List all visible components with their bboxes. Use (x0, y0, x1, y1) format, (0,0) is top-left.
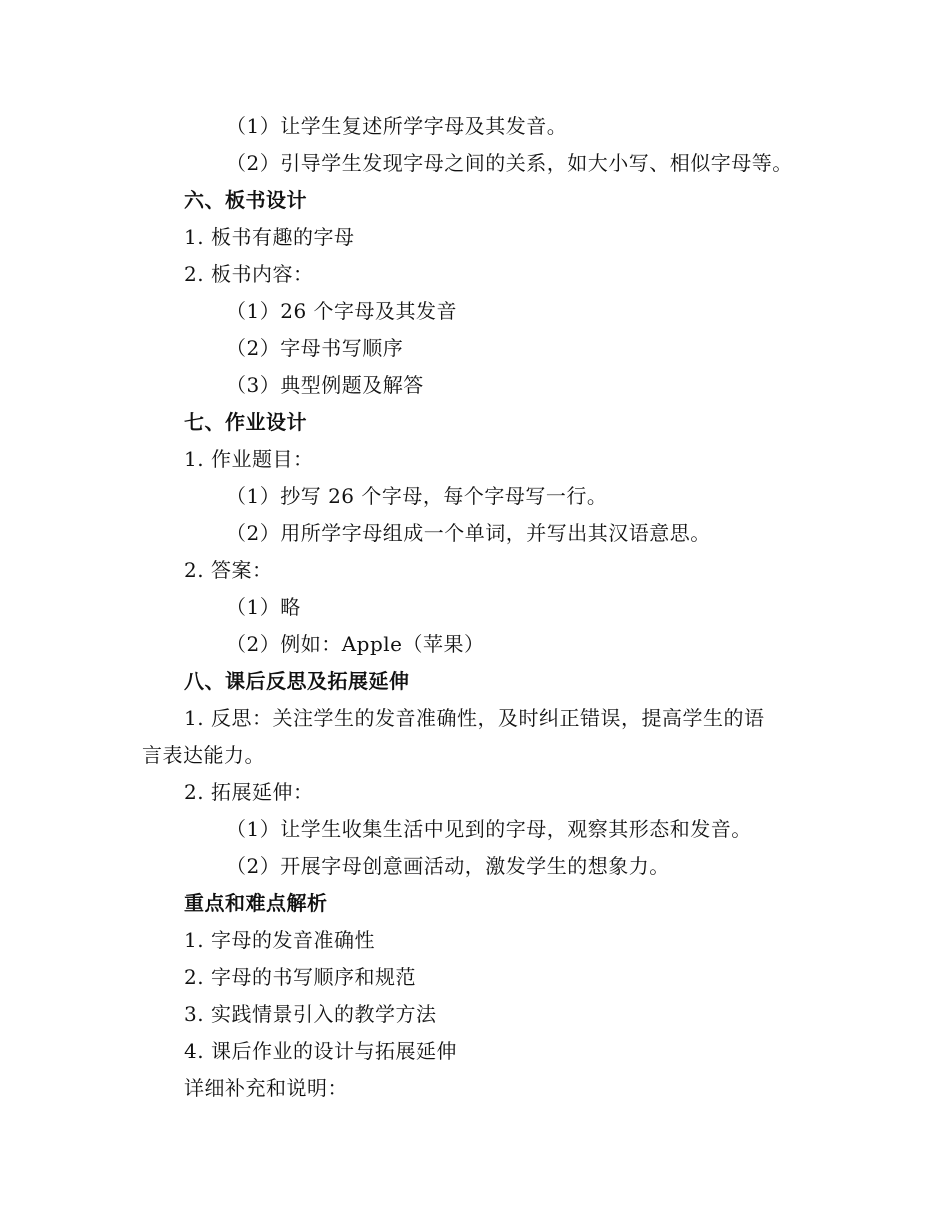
homework-item-1: 1. 作业题目： (184, 447, 314, 471)
reflection-item-1-line-1: 1. 反思：关注学生的发音准确性，及时纠正错误，提高学生的语 (184, 706, 765, 730)
keypoint-item-3: 3. 实践情景引入的教学方法 (184, 1002, 437, 1026)
homework-sub-1: （1）抄写 26 个字母，每个字母写一行。 (226, 484, 608, 508)
supplement-label: 详细补充和说明： (184, 1076, 348, 1100)
homework-sub-2: （2）用所学字母组成一个单词，并写出其汉语意思。 (226, 521, 711, 545)
keypoint-item-1: 1. 字母的发音准确性 (184, 928, 375, 952)
reflection-item-2: 2. 拓展延伸： (184, 780, 314, 804)
extension-sub-1: （1）让学生收集生活中见到的字母，观察其形态和发音。 (226, 817, 752, 841)
reflection-item-1-line-2: 言表达能力。 (142, 743, 265, 767)
section-heading-blackboard: 六、板书设计 (184, 188, 307, 212)
blackboard-sub-2: （2）字母书写顺序 (226, 336, 404, 360)
review-item-1: （1）让学生复述所学字母及其发音。 (226, 114, 568, 138)
section-heading-homework: 七、作业设计 (184, 410, 307, 434)
keypoint-item-2: 2. 字母的书写顺序和规范 (184, 965, 416, 989)
homework-item-2: 2. 答案： (184, 558, 273, 582)
answer-sub-1: （1）略 (226, 595, 301, 619)
answer-sub-2: （2）例如：Apple（苹果） (226, 632, 485, 656)
review-item-2: （2）引导学生发现字母之间的关系，如大小写、相似字母等。 (226, 151, 793, 175)
extension-sub-2: （2）开展字母创意画活动，激发学生的想象力。 (226, 854, 670, 878)
blackboard-sub-3: （3）典型例题及解答 (226, 373, 424, 397)
blackboard-item-2: 2. 板书内容： (184, 262, 314, 286)
keypoint-item-4: 4. 课后作业的设计与拓展延伸 (184, 1039, 457, 1063)
section-heading-reflection: 八、课后反思及拓展延伸 (184, 669, 410, 693)
blackboard-item-1: 1. 板书有趣的字母 (184, 225, 355, 249)
section-heading-keypoints: 重点和难点解析 (184, 891, 328, 915)
blackboard-sub-1: （1）26 个字母及其发音 (226, 299, 458, 323)
